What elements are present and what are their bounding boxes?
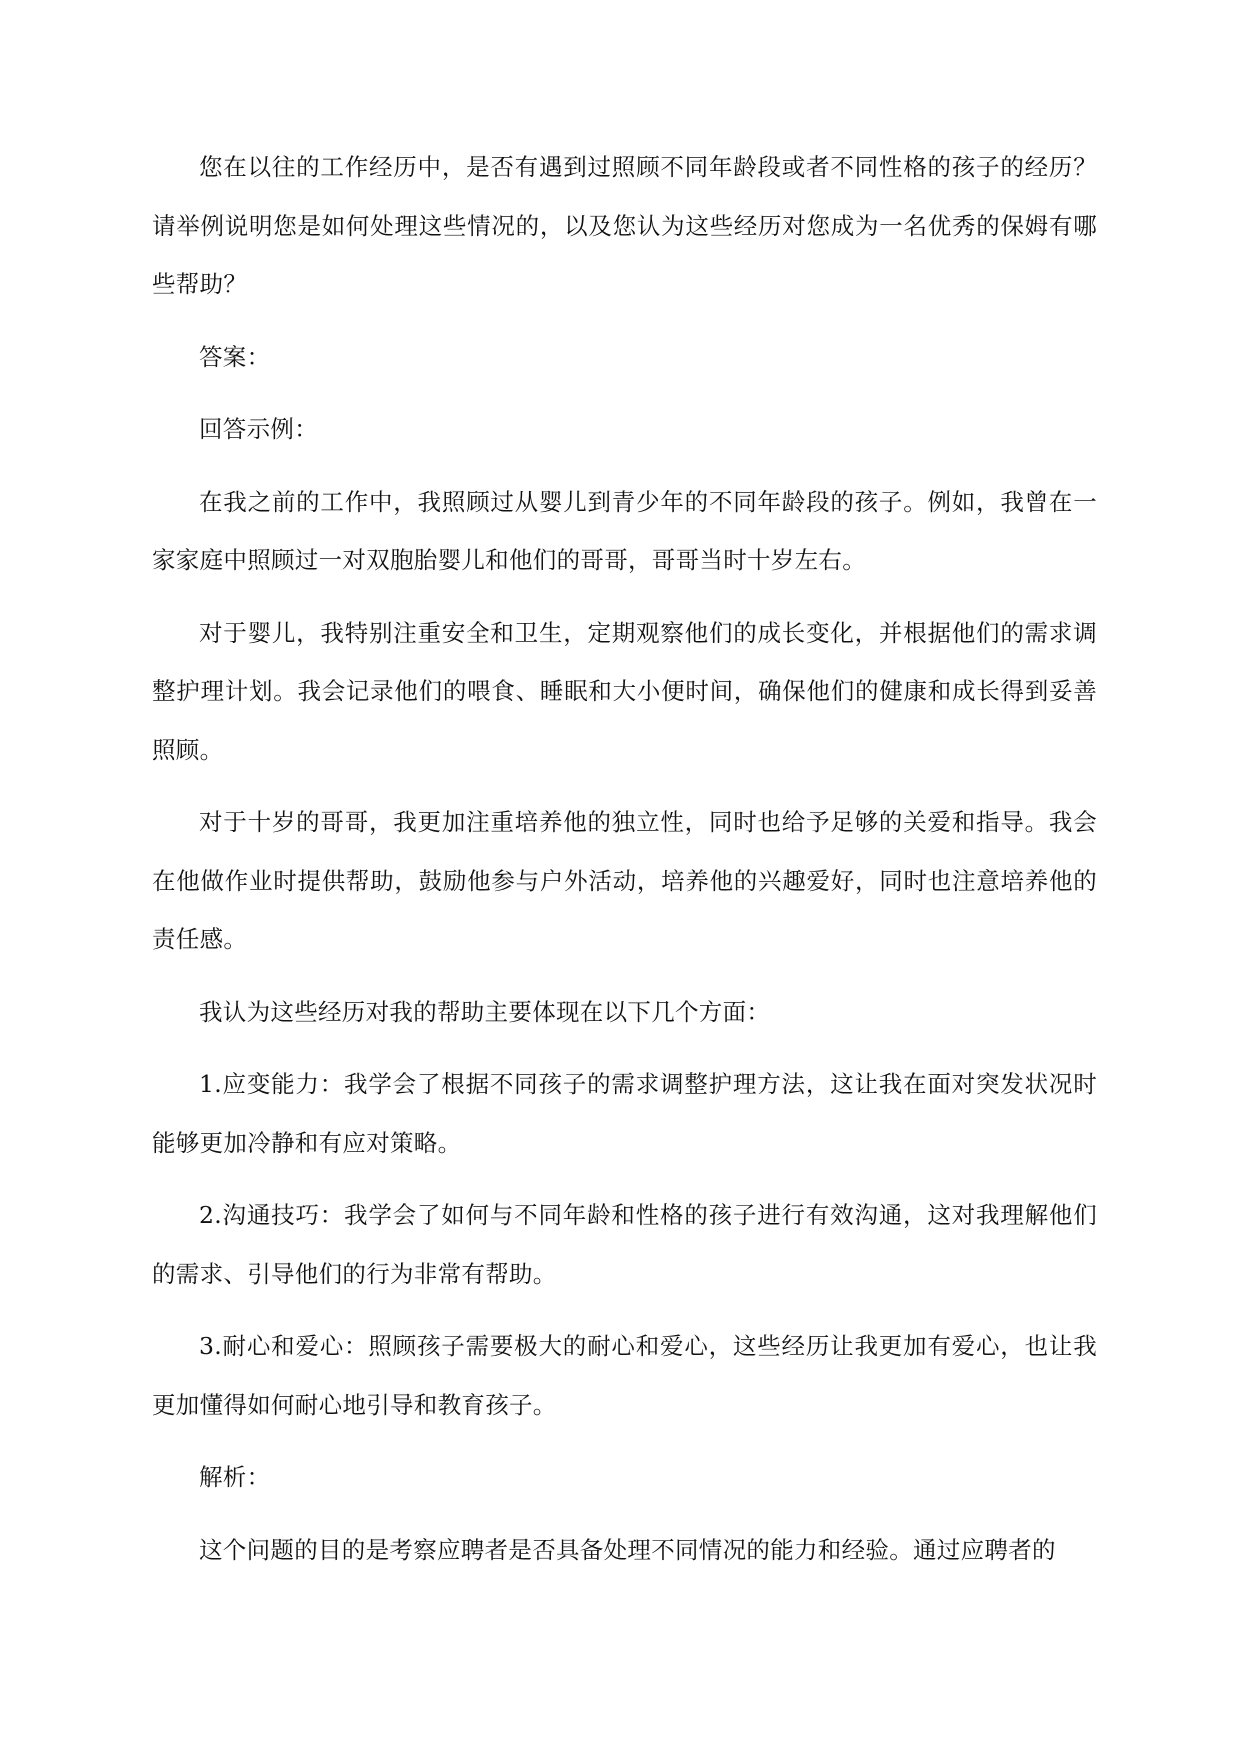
example-heading: 回答示例：	[199, 415, 318, 443]
document-body	[152, 138, 1097, 1593]
infant-care-paragraph: 对于婴儿，我特别注重安全和卫生，定期观察他们的成长变化，并根据他们的需求调整护理计划。我会记录他们的喂食、睡眠和大小便时间，确保他们的健康和成长得到妥善照顾。	[152, 618, 1097, 764]
benefit-item-communication: 2.沟通技巧：我学会了如何与不同年龄和性格的孩子进行有效沟通，这对我理解他们的需求、引导他们的行为非常有帮助。	[152, 1201, 1097, 1288]
experience-paragraph: 在我之前的工作中，我照顾过从婴儿到青少年的不同年龄段的孩子。例如，我曾在一家家庭中照顾过一对双胞胎婴儿和他们的哥哥，哥哥当时十岁左右。	[152, 487, 1097, 574]
answer-heading: 答案：	[199, 342, 271, 371]
question-paragraph: 您在以往的工作经历中，是否有遇到过照顾不同年龄段或者不同性格的孩子的经历？请举例说明您是如何处理这些情况的，以及您认为这些经历对您成为一名优秀的保姆有哪些帮助？	[152, 153, 1097, 298]
benefits-intro-paragraph: 我认为这些经历对我的帮助主要体现在以下几个方面：	[199, 997, 771, 1026]
benefit-item-patience: 3.耐心和爱心：照顾孩子需要极大的耐心和爱心，这些经历让我更加有爱心，也让我更加懂得如何耐心地引导和教育孩子。	[152, 1332, 1097, 1419]
older-brother-paragraph: 对于十岁的哥哥，我更加注重培养他的独立性，同时也给予足够的关爱和指导。我会在他做作业时提供帮助，鼓励他参与户外活动，培养他的兴趣爱好，同时也注意培养他的责任感。	[152, 808, 1097, 953]
benefit-item-adaptability: 1.应变能力：我学会了根据不同孩子的需求调整护理方法，这让我在面对突发状况时能够更加冷静和有应对策略。	[152, 1070, 1097, 1157]
analysis-paragraph: 这个问题的目的是考察应聘者是否具备处理不同情况的能力和经验。通过应聘者的	[199, 1535, 1056, 1564]
analysis-heading: 解析：	[199, 1463, 271, 1491]
